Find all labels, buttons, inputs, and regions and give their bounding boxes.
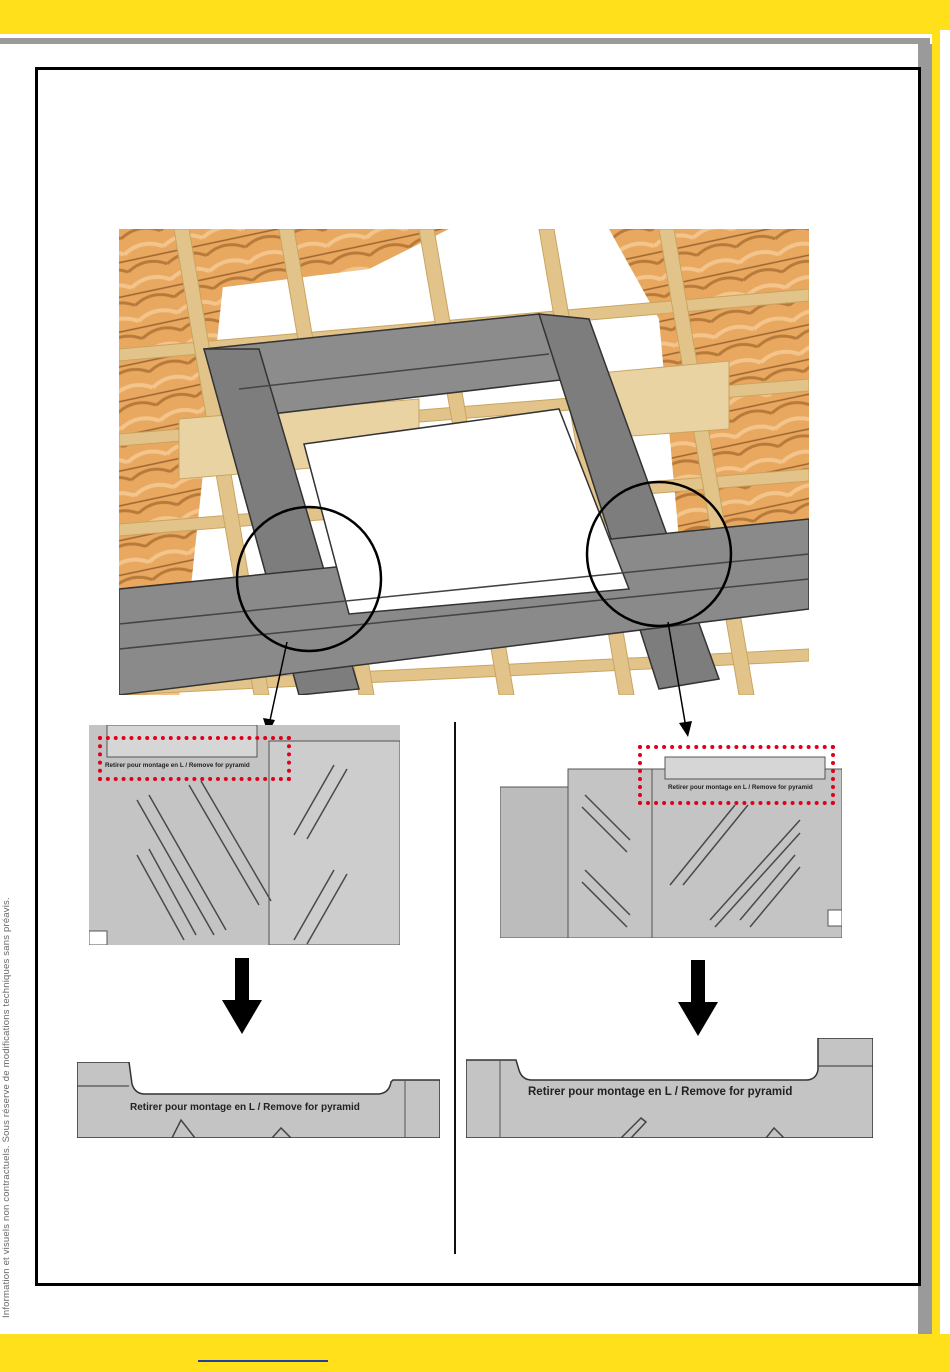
roof-installation-illustration — [119, 229, 809, 695]
left-detail-panel — [89, 725, 400, 945]
pointer-arrow-icon — [255, 640, 295, 735]
left-detail-label: Retirer pour montage en L / Remove for pyramid — [105, 762, 250, 769]
down-arrow-icon — [222, 958, 262, 1034]
right-result-label: Retirer pour montage en L / Remove for pyramid — [528, 1086, 793, 1098]
down-arrow-icon — [678, 960, 718, 1036]
right-yellow-band — [932, 30, 940, 1334]
bottom-yellow-band — [0, 1334, 950, 1372]
right-white-strip — [940, 30, 950, 1334]
disclaimer-text: Information et visuels non contractuels. Sous réserve de modifications techniques sans préavis. — [1, 897, 12, 1318]
footer-link-underline[interactable] — [198, 1360, 328, 1362]
column-divider — [454, 722, 456, 1254]
left-result-panel — [77, 1062, 440, 1138]
pointer-arrow-icon — [660, 620, 700, 740]
top-yellow-band — [0, 0, 950, 34]
right-remove-highlight — [638, 745, 835, 805]
left-result-label: Retirer pour montage en L / Remove for pyramid — [130, 1102, 360, 1113]
right-result-panel — [466, 1038, 873, 1138]
right-detail-label: Retirer pour montage en L / Remove for pyramid — [668, 784, 813, 791]
right-detail-panel — [500, 745, 842, 938]
top-grey-band — [0, 38, 930, 44]
left-remove-highlight — [98, 736, 291, 781]
